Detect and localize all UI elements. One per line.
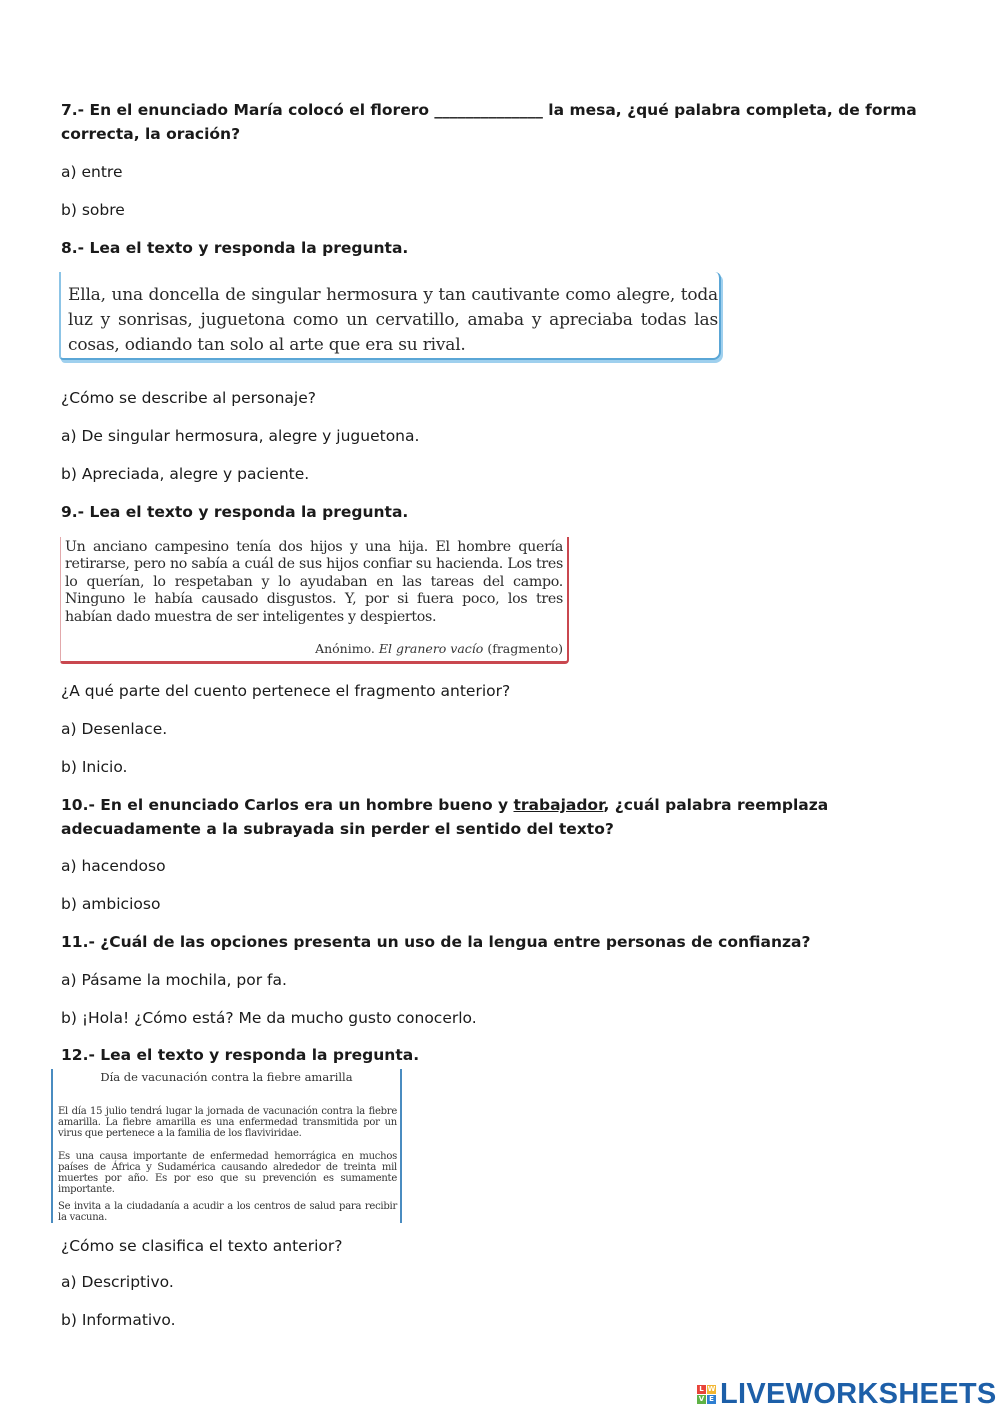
q10-prompt-end: , ¿cuál palabra reemplaza adecuadamente a la subrayada sin perder el sentido del texto?: [61, 796, 829, 838]
q9-excerpt-text: Un anciano campesino tenía dos hijos y una hija. El hombre quería retirarse, pero no sabía a cuál de sus hijos confiar su hacienda. Los tres lo querían, lo respetaban y lo ayudaban en las tareas del campo. Ninguno le había causado disgustos. Y, por si fuera poco, los tres habían dado muestra de ser inteligentes y despiertos.: [65, 539, 563, 625]
q10-option-b[interactable]: b) ambicioso: [61, 895, 161, 913]
logo-mark-cell: L: [697, 1385, 706, 1394]
q9-excerpt-box: [60, 537, 569, 664]
question-11-prompt: 11.- ¿Cuál de las opciones presenta un uso de la lengua entre personas de confianza?: [61, 933, 811, 951]
liveworksheets-logo: [697, 1378, 997, 1410]
logo-mark-cell: E: [707, 1395, 716, 1404]
q10-option-a[interactable]: a) hacendoso: [61, 857, 166, 875]
logo-mark-cell: W: [707, 1384, 716, 1393]
q11-option-a[interactable]: a) Pásame la mochila, por fa.: [61, 971, 287, 989]
notice-paragraph-1: El día 15 julio tendrá lugar la jornada de vacunación contra la fiebre amarilla. La fiebre amarilla es una enfermedad transmitida por un virus que pertenece a la familia de los flaviviridae.: [58, 1106, 397, 1139]
q8-option-a[interactable]: a) De singular hermosura, alegre y juguetona.: [61, 427, 420, 445]
question-12-prompt: 12.- Lea el texto y responda la pregunta.: [61, 1046, 420, 1064]
q12-option-b[interactable]: b) Informativo.: [61, 1311, 176, 1329]
q12-notice-box: [51, 1069, 402, 1223]
logo-text: LIVEWORKSHEETS: [720, 1377, 997, 1410]
q12-question: ¿Cómo se clasifica el texto anterior?: [61, 1237, 343, 1255]
q8-excerpt-box: [59, 272, 721, 360]
q7-option-a[interactable]: a) entre: [61, 163, 123, 181]
question-9-prompt: 9.- Lea el texto y responda la pregunta.: [61, 503, 409, 521]
notice-paragraph-3: Se invita a la ciudadanía a acudir a los centros de salud para recibir la vacuna.: [58, 1201, 397, 1223]
q10-underlined-word: trabajador: [513, 796, 604, 814]
question-8-prompt: 8.- Lea el texto y responda la pregunta.: [61, 239, 409, 257]
q8-excerpt-text: Ella, una doncella de singular hermosura y tan cautivante como alegre, toda luz y sonrisas, juguetona como un cervatillo, amaba y apreciaba todas las cosas, odiando tan solo al arte que era su rival.: [68, 285, 718, 355]
question-10-prompt: [61, 793, 941, 841]
q7-option-b[interactable]: b) sobre: [61, 201, 125, 219]
logo-mark-icon: [697, 1385, 716, 1404]
question-7-prompt: 7.- En el enunciado María colocó el florero ______________ la mesa, ¿qué palabra completa, de forma correcta, la oración?: [61, 101, 917, 143]
source-title: El granero vacío: [378, 641, 484, 656]
q12-option-a[interactable]: a) Descriptivo.: [61, 1273, 174, 1291]
q10-prompt-start: 10.- En el enunciado Carlos era un hombre bueno y: [61, 796, 514, 814]
q8-option-b[interactable]: b) Apreciada, alegre y paciente.: [61, 465, 310, 483]
source-note: (fragmento): [487, 641, 563, 656]
q11-option-b[interactable]: b) ¡Hola! ¿Cómo está? Me da mucho gusto conocerlo.: [61, 1009, 477, 1027]
q9-excerpt-source: [315, 641, 563, 656]
q9-question: ¿A qué parte del cuento pertenece el fragmento anterior?: [61, 682, 511, 700]
logo-mark-cell: V: [698, 1394, 705, 1403]
notice-title: Día de vacunación contra la fiebre amarilla: [100, 1070, 353, 1084]
source-author: Anónimo.: [315, 641, 375, 656]
q9-option-b[interactable]: b) Inicio.: [61, 758, 128, 776]
q8-question: ¿Cómo se describe al personaje?: [61, 389, 316, 407]
notice-paragraph-2: Es una causa importante de enfermedad hemorrágica en muchos países de África y Sudamérica causando alrededor de treinta mil muertes por año. Es por eso que su prevención es sumamente importante.: [58, 1151, 397, 1195]
q9-option-a[interactable]: a) Desenlace.: [61, 720, 168, 738]
